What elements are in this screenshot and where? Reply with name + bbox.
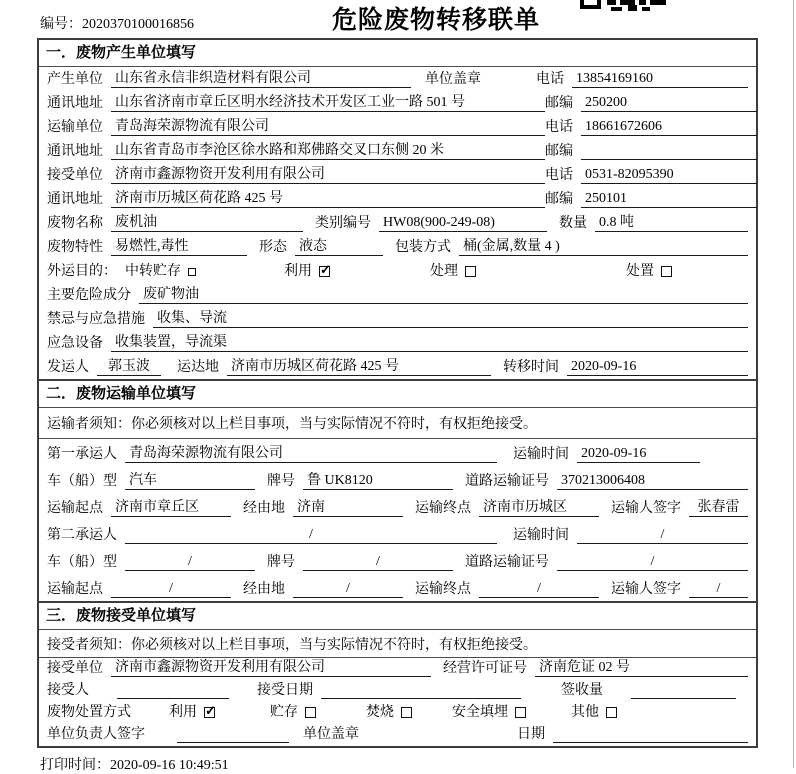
purpose-treat-checkbox [465,266,476,277]
receiver-label: 接受人 [47,683,89,698]
receive-zip-value: 250101 [581,191,757,208]
transport-unit-row [39,115,756,139]
disposal-burn-option [366,701,412,721]
purpose-transfer-option [125,260,196,280]
disposal-store-option [270,701,316,721]
addr-label: 通讯地址 [47,192,103,207]
sign-label: 运输人签字 [611,501,681,516]
waste-name-row [39,211,756,235]
produce-unit-row [39,67,756,91]
form-value: 液态 [295,235,383,256]
disposal-landfill-label: 安全填埋 [452,705,508,720]
phone-label: 电话 [545,168,573,183]
addr-label: 通讯地址 [47,144,103,159]
origin-label: 运输起点 [47,582,103,597]
transport-time-label: 运输时间 [513,447,569,462]
receiver-value [117,698,229,699]
via1-value: 济南 [293,496,403,517]
carrier2-label: 第二承运人 [47,528,117,543]
produce-addr-row [39,91,756,115]
permit1-value: 370213006408 [557,473,748,490]
permit-label: 道路运输证号 [465,474,549,489]
produce-zip-value: 250200 [581,95,757,112]
transfer-time-value: 2020-09-16 [567,359,748,376]
sign-qty-value [631,698,736,699]
receive-unit-value: 济南市鑫源物资开发利用有限公司 [111,656,431,677]
purpose-use-checkbox [319,266,330,277]
manager-sign-row [39,724,756,746]
receive-addr-row [39,187,756,211]
sign2-value: / [689,581,748,598]
disposal-other-label: 其他 [571,705,599,720]
origin-label: 运输起点 [47,501,103,516]
seal-label: 单位盖章 [425,72,481,87]
phone-label: 电话 [536,72,564,87]
sign-qty-label: 签收量 [561,683,603,698]
page-title: 危险废物转移联单 [332,7,541,34]
purpose-dispose-option [626,260,672,280]
produce-phone-value: 13854169160 [572,71,748,88]
purpose-treat-label: 处理 [430,264,458,279]
manager-sign-label: 单位负责人签字 [47,727,145,742]
transport-unit-label: 运输单位 [47,120,103,135]
receive-unit-row [39,658,756,680]
disposal-use-checkbox [204,707,215,718]
receive-unit-label: 接受单位 [47,168,103,183]
section-receiver [37,603,758,748]
license-label: 经营许可证号 [443,661,527,676]
trait-label: 废物特性 [47,240,103,255]
manager-sign-value [177,742,289,743]
receiver-row [39,680,756,702]
form-label: 形态 [259,240,287,255]
transport-unit-value: 青岛海荣源物流有限公司 [111,115,545,136]
vehicle2-row [39,547,756,574]
equipment-label: 应急设备 [47,336,103,351]
license-value: 济南危证 02 号 [535,656,748,677]
plate-label: 牌号 [267,474,295,489]
carrier1-value: 青岛海荣源物流有限公司 [125,442,497,463]
plate1-value: 鲁 UK8120 [303,469,453,490]
trait-value: 易燃性,毒性 [111,235,247,256]
disposal-use-label: 利用 [169,705,197,720]
disposal-other-option [571,701,617,721]
transport-time1-value: 2020-09-16 [577,446,700,463]
purpose-use-label: 利用 [284,264,312,279]
end2-value: / [479,581,599,598]
carrier2-row [39,520,756,547]
carrier1-label: 第一承运人 [47,447,117,462]
produce-addr-value: 山东省济南市章丘区明水经济技术开发区工业一路 501 号 [111,91,545,112]
page-edge-line [793,0,794,768]
disposal-label: 废物处置方式 [47,705,131,720]
serial-value: 2020370100016856 [82,17,194,32]
purpose-use-option [284,260,330,280]
category-label: 类别编号 [315,216,371,231]
receive-unit-label: 接受单位 [47,661,103,676]
carrier1-row [39,439,756,466]
end1-value: 济南市历城区 [479,496,599,517]
serial-number [40,13,194,33]
date-label: 日期 [517,727,545,742]
transporter-notice: 运输者须知：你必须核对以上栏目事项，当与实际情况不符时，有权拒绝接受。 [39,408,756,439]
document-header [37,0,758,38]
taboo-label: 禁忌与应急措施 [47,312,145,327]
dest-label: 运达地 [177,360,219,375]
plate-label: 牌号 [267,555,295,570]
phone-label: 电话 [545,120,573,135]
serial-label: 编号： [40,17,82,32]
sender-value: 郭玉波 [97,355,161,376]
receive-phone-value: 0531-82095390 [581,167,757,184]
disposal-other-checkbox [606,707,617,718]
carrier2-value: / [125,527,497,544]
waste-transfer-form [37,0,758,774]
disposal-store-checkbox [305,707,316,718]
vehicle1-row [39,466,756,493]
vehicle2-value: / [125,554,255,571]
equipment-value: 收集装置，导流渠 [111,331,748,352]
receive-unit-value: 济南市鑫源物资开发利用有限公司 [111,163,545,184]
waste-name-label: 废物名称 [47,216,103,231]
end-label: 运输终点 [415,501,471,516]
print-time-value: 2020-09-16 10:49:51 [110,758,229,773]
hazard-value: 废矿物油 [139,283,748,304]
purpose-row [39,259,756,283]
end-label: 运输终点 [415,582,471,597]
purpose-treat-option [430,260,476,280]
via2-value: / [293,581,403,598]
disposal-landfill-option [452,701,526,721]
transport-addr-row [39,139,756,163]
purpose-transfer-label: 中转贮存 [125,264,181,279]
print-time [37,754,758,774]
sign1-value: 张春雷 [689,496,748,517]
produce-unit-label: 产生单位 [47,72,103,87]
plate2-value: / [303,554,453,571]
qty-label: 数量 [559,216,587,231]
via-label: 经由地 [243,501,285,516]
via-label: 经由地 [243,582,285,597]
taboo-value: 收集、导流 [153,307,748,328]
waste-trait-row [39,235,756,259]
purpose-dispose-checkbox [661,266,672,277]
purpose-dispose-label: 处置 [626,264,654,279]
origin1-value: 济南市章丘区 [111,496,231,517]
receive-unit-row [39,163,756,187]
section-producer [37,38,758,381]
section-producer-title: 一．废物产生单位填写 [39,40,756,67]
sign-label: 运输人签字 [611,582,681,597]
print-time-label: 打印时间： [40,758,110,773]
qr-code-icon [580,0,668,12]
section-receiver-title: 三．废物接受单位填写 [39,603,756,630]
pack-value: 桶(金属,数量 4 ) [459,235,748,256]
unit-seal-label: 单位盖章 [303,727,359,742]
disposal-landfill-checkbox [515,707,526,718]
receive-date-label: 接受日期 [257,683,313,698]
dest-value: 济南市历城区荷花路 425 号 [227,355,491,376]
disposal-burn-label: 焚烧 [366,705,394,720]
sender-label: 发运人 [47,360,89,375]
receiver-notice: 接受者须知：你必须核对以上栏目事项，当与实际情况不符时，有权拒绝接受。 [39,630,756,658]
hazard-label: 主要危险成分 [47,288,131,303]
purpose-label: 外运目的： [47,264,117,279]
transport-addr-value: 山东省青岛市李沧区徐水路和郑佛路交叉口东侧 20 米 [111,139,545,160]
transport-time2-value: / [577,527,748,544]
section-transporter-title: 二．废物运输单位填写 [39,381,756,408]
transport-time-label: 运输时间 [513,528,569,543]
vehicle1-value: 汽车 [125,469,255,490]
origin2-value: / [111,581,231,598]
disposal-store-label: 贮存 [270,705,298,720]
waste-name-value: 废机油 [111,211,303,232]
date-value [553,742,748,743]
route2-row [39,574,756,601]
receive-addr-value: 济南市历城区荷花路 425 号 [111,187,545,208]
receive-date-value [321,698,521,699]
route1-row [39,493,756,520]
permit-label: 道路运输证号 [465,555,549,570]
transport-zip-value [581,159,757,160]
disposal-row [39,702,756,724]
zip-label: 邮编 [545,192,573,207]
hazard-row [39,283,756,307]
produce-unit-value: 山东省永信非织造材料有限公司 [111,67,411,88]
section-transporter [37,381,758,603]
permit2-value: / [557,554,748,571]
pack-label: 包装方式 [395,240,451,255]
zip-label: 邮编 [545,144,573,159]
disposal-use-option [169,701,215,721]
vehicle-label: 车（船）型 [47,474,117,489]
vehicle-label: 车（船）型 [47,555,117,570]
taboo-row [39,307,756,331]
disposal-burn-checkbox [401,707,412,718]
qty-value: 0.8 吨 [595,211,748,232]
transport-phone-value: 18661672606 [581,119,757,136]
addr-label: 通讯地址 [47,96,103,111]
equipment-row [39,331,756,355]
zip-label: 邮编 [545,96,573,111]
purpose-transfer-checkbox [188,268,196,276]
category-value: HW08(900-249-08) [379,215,547,232]
sender-row [39,355,756,379]
transfer-time-label: 转移时间 [503,360,559,375]
